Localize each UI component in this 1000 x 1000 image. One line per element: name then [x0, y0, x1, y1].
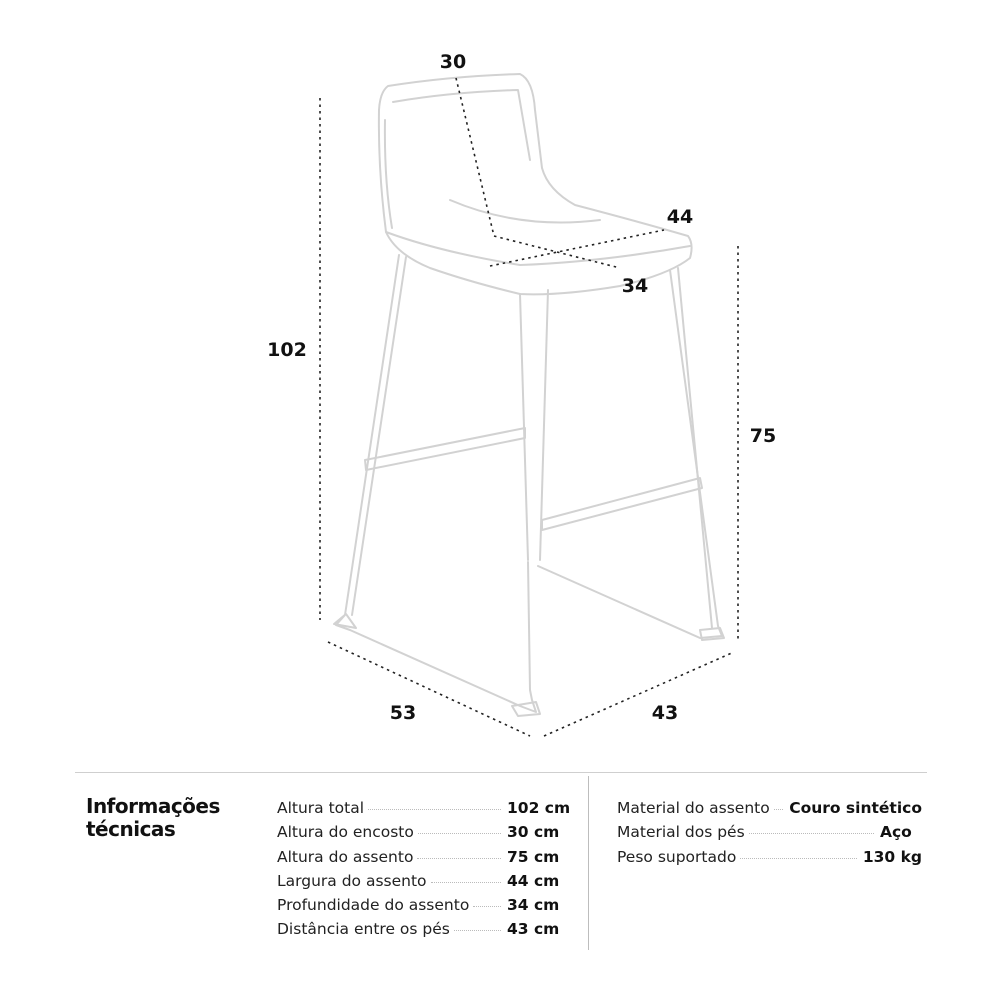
spec-value: 130 kg: [862, 847, 922, 866]
specs-title: [86, 795, 220, 841]
dim-seat-height: 75: [749, 425, 777, 447]
column-separator: [588, 776, 589, 950]
spec-label: Material dos pés: [617, 823, 745, 842]
spec-row: [277, 823, 563, 847]
spec-label: Distância entre os pés: [277, 920, 450, 939]
dim-seat-width: 44: [666, 206, 694, 228]
spec-label: Altura do assento: [277, 847, 414, 866]
specs-divider: [75, 772, 927, 773]
spec-row: [277, 896, 563, 920]
dim-base-width: 43: [651, 702, 679, 724]
dim-backrest-height: 30: [439, 51, 467, 73]
spec-row: [277, 872, 563, 896]
leader-dots: [749, 833, 874, 834]
leader-dots: [454, 930, 501, 931]
dim-total-height: 102: [267, 339, 307, 361]
spec-value: 34 cm: [507, 896, 560, 915]
spec-label: Profundidade do assento: [277, 896, 470, 915]
spec-value: 75 cm: [507, 847, 560, 866]
spec-value: 44 cm: [507, 871, 560, 890]
spec-value: Couro sintético: [789, 799, 922, 817]
spec-row: [617, 848, 922, 872]
spec-label: Altura total: [277, 799, 365, 817]
dim-base-depth: 53: [389, 702, 417, 724]
specs-list-dimensions: [277, 799, 571, 945]
leader-dots: [368, 809, 501, 810]
spec-row: [617, 823, 922, 847]
spec-label: Material do assento: [617, 799, 770, 817]
stool-outline: [334, 74, 724, 716]
spec-row: [277, 848, 563, 872]
spec-row: [277, 920, 563, 944]
specs-title-line2: técnicas: [86, 817, 176, 841]
spec-row: [617, 799, 922, 823]
specs-title-line1: Informações: [86, 794, 220, 818]
leader-dots: [431, 882, 501, 883]
leader-dots: [774, 809, 783, 810]
leader-dots: [740, 858, 857, 859]
leader-dots: [417, 858, 501, 859]
spec-label: Largura do assento: [277, 871, 427, 890]
spec-value: Aço: [880, 823, 912, 842]
spec-value: 102 cm: [507, 799, 571, 817]
leader-dots: [473, 906, 501, 907]
specs-list-materials: [617, 799, 922, 872]
spec-label: Altura do encosto: [277, 823, 414, 842]
spec-value: 43 cm: [507, 920, 560, 939]
spec-label: Peso suportado: [617, 847, 737, 866]
spec-value: 30 cm: [507, 823, 560, 842]
dim-seat-depth: 34: [621, 275, 649, 297]
spec-row: [277, 799, 571, 823]
leader-dots: [418, 833, 501, 834]
